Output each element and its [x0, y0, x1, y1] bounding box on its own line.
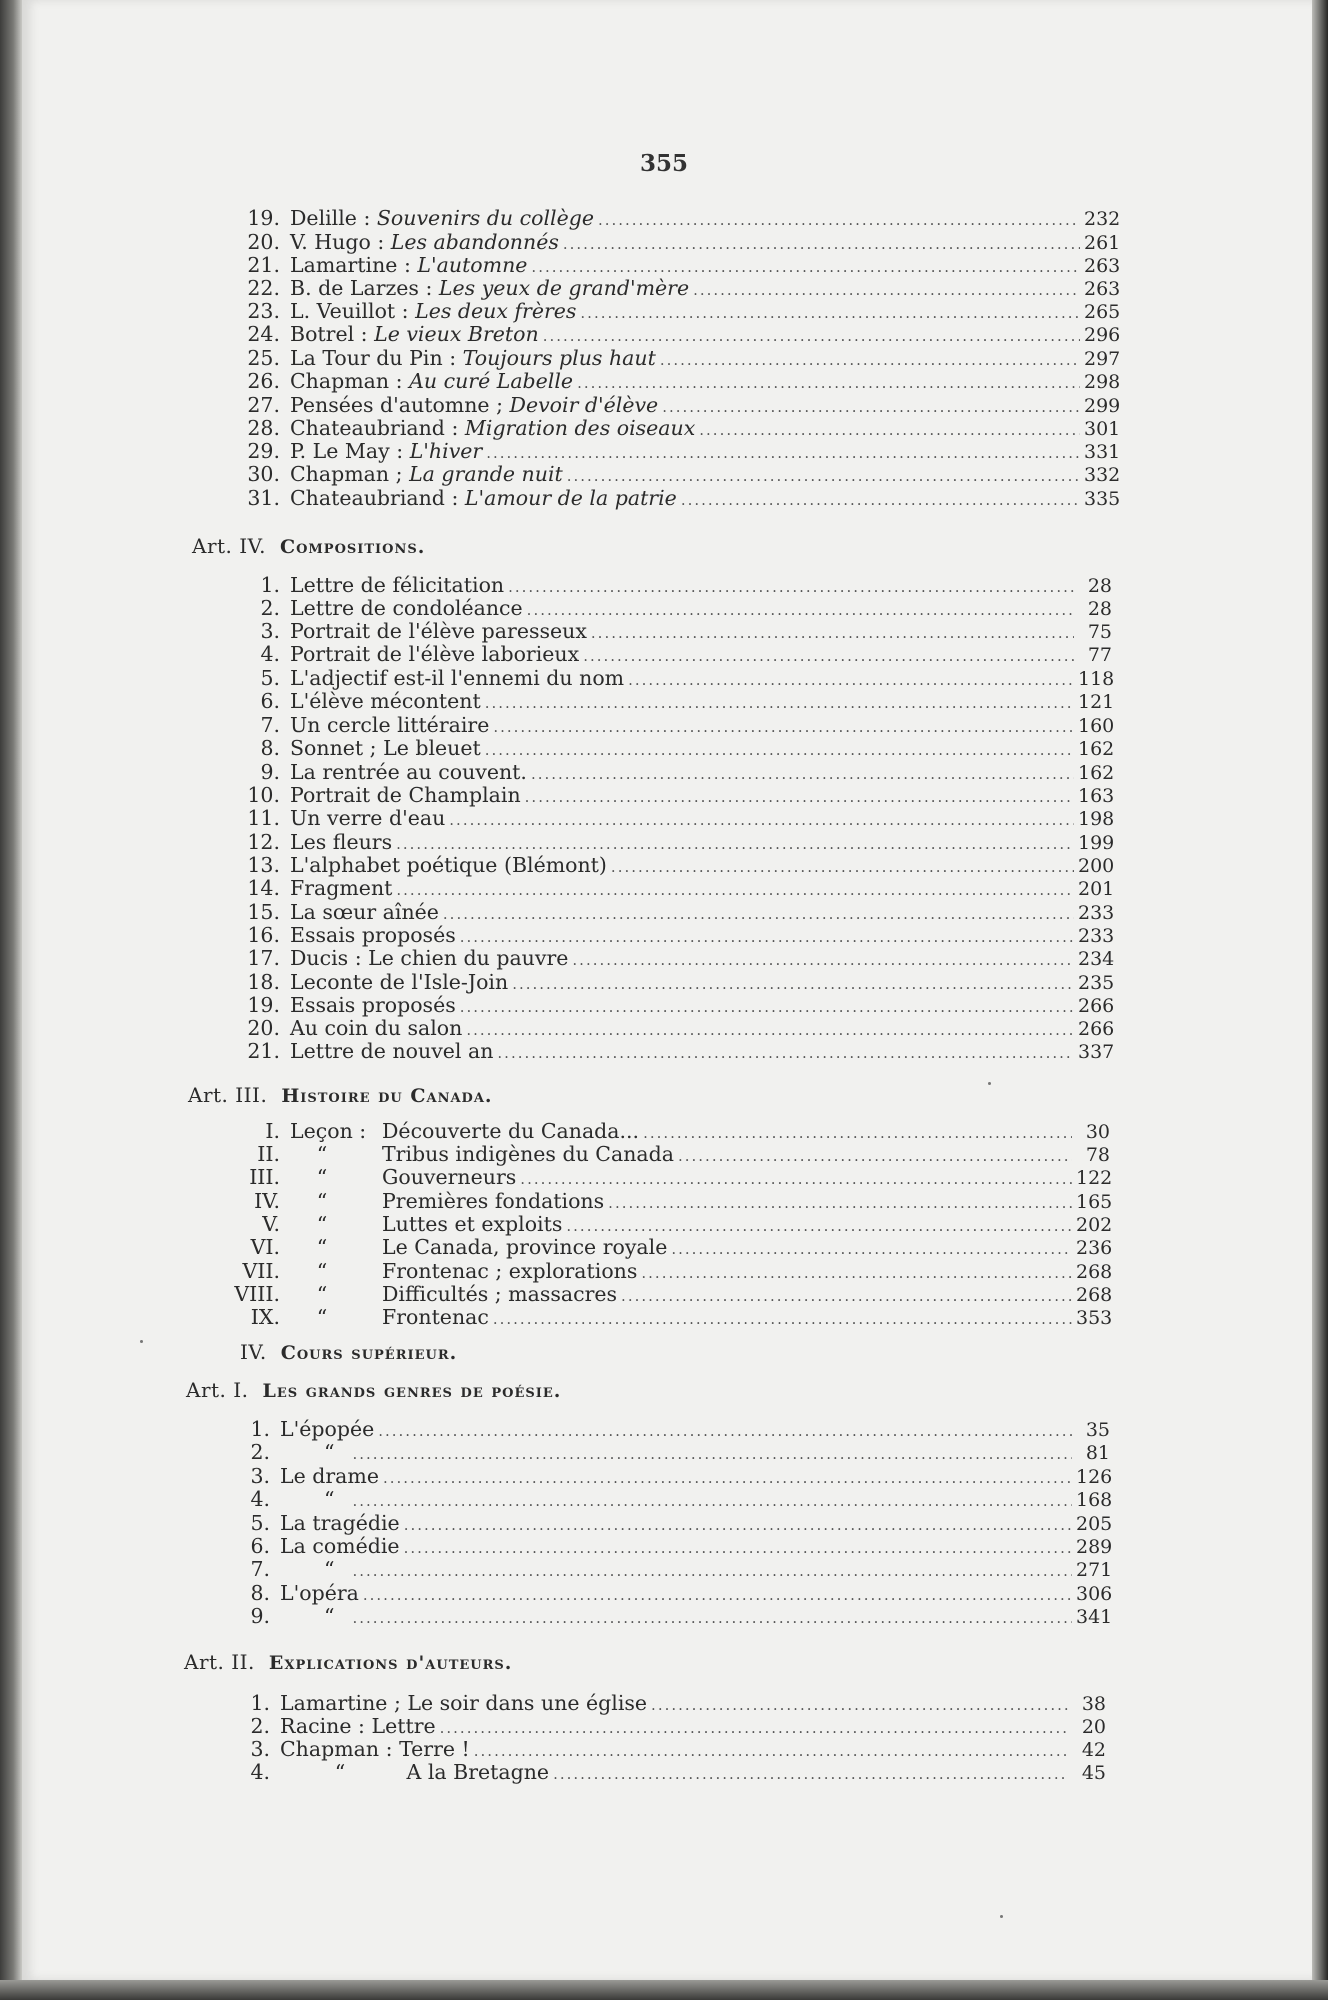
- entry-page: 118: [1078, 668, 1115, 690]
- entry-author: Chapman :: [280, 1737, 393, 1761]
- entry-page: 205: [1076, 1513, 1113, 1535]
- section-heading-compositions: [192, 534, 425, 558]
- entry-title: A la Bretagne: [406, 1760, 550, 1784]
- scan-right-edge: [1312, 0, 1328, 2000]
- entry-title: La sœur aînée: [290, 900, 439, 924]
- toc-entry: [220, 462, 1121, 488]
- entry-title: Souvenirs du collège: [376, 206, 594, 230]
- ditto-mark: “: [316, 1235, 328, 1259]
- dot-leader: [449, 808, 1074, 832]
- entry-page: 168: [1076, 1489, 1113, 1511]
- entry-number: 2.: [250, 1440, 270, 1464]
- entry-title: Tribus indigènes du Canada: [382, 1142, 674, 1166]
- entry-number: VII.: [242, 1259, 280, 1283]
- entry-title: L'alphabet poétique (Blémont): [290, 853, 607, 877]
- entry-number: IV.: [254, 1189, 280, 1213]
- entry-page: 28: [1087, 598, 1112, 620]
- entry-number: 19.: [247, 206, 280, 230]
- entry-page: 306: [1076, 1583, 1113, 1605]
- entry-number: 25.: [247, 346, 280, 370]
- dot-leader: [352, 1606, 1072, 1630]
- entry-title: “: [324, 1604, 335, 1628]
- entry-number: VI.: [250, 1235, 280, 1259]
- entry-title: Frontenac ; explorations: [382, 1259, 638, 1283]
- dot-leader: [671, 1237, 1072, 1261]
- entry-title: Portrait de l'élève laborieux: [290, 642, 580, 666]
- section-heading-histoire: [188, 1083, 493, 1107]
- entry-page: 201: [1078, 878, 1115, 900]
- dot-leader: [493, 1307, 1072, 1331]
- entry-page: 265: [1084, 301, 1121, 323]
- entry-author: Chapman :: [290, 369, 403, 393]
- entry-title: Les yeux de grand'mère: [438, 276, 690, 300]
- entry-number: 27.: [247, 393, 280, 417]
- entry-title: L'amour de la patrie: [464, 486, 677, 510]
- entry-page: 38: [1081, 1693, 1106, 1715]
- course-number: IV.: [240, 1340, 267, 1364]
- toc-entry: [200, 1604, 1113, 1630]
- entry-page: 235: [1078, 972, 1115, 994]
- entry-page: 233: [1078, 902, 1115, 924]
- dot-leader: [681, 488, 1080, 512]
- entry-author: P. Le May :: [290, 439, 404, 463]
- section-heading-poesie-title: Les grands genres de poésie.: [262, 1380, 562, 1402]
- entry-page: 121: [1078, 691, 1115, 713]
- entry-title: Lettre de nouvel an: [290, 1039, 494, 1063]
- entry-number: 9.: [260, 760, 280, 784]
- section-heading-histoire-title: Histoire du Canada.: [281, 1085, 493, 1107]
- entry-title: Terre !: [399, 1737, 470, 1761]
- entry-number: 15.: [247, 900, 280, 924]
- scan-bottom-edge: [0, 1980, 1328, 2000]
- toc-entry: [220, 322, 1121, 348]
- entry-number: 8.: [250, 1581, 270, 1605]
- entry-title: Toujours plus haut: [462, 346, 656, 370]
- toc-entry: [200, 1557, 1113, 1583]
- entry-page: 236: [1076, 1237, 1113, 1259]
- entry-title: La tragédie: [280, 1511, 400, 1535]
- entry-page: 77: [1087, 644, 1112, 666]
- entry-title: Portrait de Champlain: [290, 783, 521, 807]
- entry-number: 6.: [260, 689, 280, 713]
- entry-number: 26.: [247, 369, 280, 393]
- dot-leader: [567, 464, 1080, 488]
- section-heading-poesie: [186, 1378, 561, 1402]
- entry-number: 3.: [250, 1464, 270, 1488]
- entry-number: 31.: [247, 486, 280, 510]
- section-heading-explications: [184, 1650, 512, 1674]
- entry-page: 35: [1085, 1419, 1110, 1441]
- entry-title: Portrait de l'élève paresseux: [290, 619, 587, 643]
- entry-author: B. de Larzes :: [290, 276, 433, 300]
- entry-page: 78: [1085, 1144, 1110, 1166]
- section-heading-histoire-number: Art. III.: [188, 1083, 268, 1107]
- ditto-mark: “: [316, 1282, 328, 1306]
- toc-entry: [200, 1440, 1110, 1466]
- entry-author: Chapman ;: [290, 462, 403, 486]
- ditto-mark: “: [316, 1305, 328, 1329]
- entry-page: 30: [1085, 1121, 1110, 1143]
- dot-leader: [572, 948, 1074, 972]
- entry-page: 268: [1076, 1261, 1113, 1283]
- entry-title: L'élève mécontent: [290, 689, 481, 713]
- entry-number: 18.: [247, 970, 280, 994]
- entry-page: 75: [1087, 621, 1112, 643]
- toc-entry: [200, 1487, 1113, 1513]
- entry-number: 19.: [247, 993, 280, 1017]
- entry-title: Difficultés ; massacres: [382, 1282, 618, 1306]
- entry-page: 296: [1084, 324, 1121, 346]
- entry-number: III.: [249, 1165, 280, 1189]
- scan-speck: [988, 1082, 991, 1085]
- toc-entry: [220, 806, 1115, 832]
- entry-number: 5.: [250, 1511, 270, 1535]
- entry-page: 271: [1076, 1559, 1113, 1581]
- entry-title: Frontenac: [382, 1305, 489, 1329]
- section-heading-compositions-number: Art. IV.: [192, 534, 266, 558]
- dot-leader: [352, 1489, 1072, 1513]
- entry-page: 162: [1078, 762, 1115, 784]
- dot-leader: [520, 1167, 1072, 1191]
- entry-number: 20.: [247, 1016, 280, 1040]
- entry-number: 4.: [250, 1760, 270, 1784]
- entry-number: I.: [265, 1119, 280, 1143]
- entry-page: 28: [1087, 575, 1112, 597]
- entry-page: 332: [1084, 464, 1121, 486]
- entry-number: 4.: [260, 642, 280, 666]
- dot-leader: [396, 878, 1074, 902]
- dot-leader: [553, 1762, 1068, 1786]
- entry-title: Un cercle littéraire: [290, 713, 490, 737]
- entry-number: 13.: [247, 853, 280, 877]
- entry-author: Pensées d'automne ;: [290, 393, 503, 417]
- ditto-mark: “: [316, 1189, 328, 1213]
- entry-page: 261: [1084, 232, 1121, 254]
- entry-number: 12.: [247, 830, 280, 854]
- entry-author: L. Veuillot :: [290, 299, 409, 323]
- entry-page: 165: [1076, 1191, 1113, 1213]
- entry-title: Lettre: [371, 1714, 436, 1738]
- dot-leader: [352, 1442, 1072, 1466]
- entry-title: Lettre de condoléance: [290, 596, 523, 620]
- entry-number: 8.: [260, 736, 280, 760]
- entry-title: Le soir dans une église: [407, 1691, 648, 1715]
- section-heading-explications-title: Explications d'auteurs.: [268, 1652, 513, 1674]
- entry-title: Devoir d'élève: [509, 393, 659, 417]
- entry-page: 289: [1076, 1536, 1113, 1558]
- entry-title: Leconte de l'Isle-Join: [290, 970, 509, 994]
- toc-entry: [200, 1235, 1113, 1261]
- entry-page: 297: [1084, 348, 1121, 370]
- entry-title: Gouverneurs: [382, 1165, 517, 1189]
- entry-title: La rentrée au couvent.: [290, 760, 527, 784]
- entry-page: 162: [1078, 738, 1115, 760]
- entry-page: 232: [1084, 208, 1121, 230]
- entry-number: 9.: [250, 1604, 270, 1628]
- entry-number: 6.: [250, 1534, 270, 1558]
- entry-page: 20: [1081, 1716, 1106, 1738]
- page-number: 355: [639, 150, 688, 177]
- entry-page: 45: [1081, 1762, 1106, 1784]
- entry-title: Le drame: [280, 1464, 379, 1488]
- entry-page: 341: [1076, 1606, 1113, 1628]
- entry-page: 266: [1078, 1018, 1115, 1040]
- entry-title: “: [324, 1557, 335, 1581]
- course-title: Cours supérieur.: [280, 1342, 458, 1364]
- toc-entry: [220, 206, 1121, 232]
- dot-leader: [485, 691, 1074, 715]
- entry-title: L'épopée: [280, 1417, 375, 1441]
- entry-number: 17.: [247, 946, 280, 970]
- entry-author: V. Hugo :: [290, 230, 385, 254]
- entry-number: 23.: [247, 299, 280, 323]
- section-heading-compositions-title: Compositions.: [279, 536, 426, 558]
- toc-entry: [200, 1760, 1106, 1786]
- entry-page: 42: [1081, 1739, 1106, 1761]
- entry-number: VIII.: [234, 1282, 280, 1306]
- entry-page: 126: [1076, 1466, 1113, 1488]
- entry-title: L'adjectif est-il l'ennemi du nom: [290, 666, 625, 690]
- entry-page: 299: [1084, 395, 1121, 417]
- entry-page: 81: [1085, 1442, 1110, 1464]
- entry-page: 199: [1078, 832, 1115, 854]
- entry-number: IX.: [250, 1305, 280, 1329]
- entry-title: L'opéra: [280, 1581, 359, 1605]
- entry-number: 29.: [247, 439, 280, 463]
- entry-page: 163: [1078, 785, 1115, 807]
- scan-speck: [140, 1340, 143, 1343]
- entry-title: Les abandonnés: [390, 230, 559, 254]
- entry-number: 2.: [260, 596, 280, 620]
- entry-page: 298: [1084, 371, 1121, 393]
- entry-number: 1.: [250, 1691, 270, 1715]
- entry-title: La comédie: [280, 1534, 400, 1558]
- entry-page: 233: [1078, 925, 1115, 947]
- course-heading: [240, 1340, 457, 1364]
- entry-author: Delille :: [290, 206, 371, 230]
- entry-title: Au curé Labelle: [409, 369, 574, 393]
- entry-title: Le vieux Breton: [374, 322, 539, 346]
- entry-number: 20.: [247, 230, 280, 254]
- entry-title: Lettre de félicitation: [290, 573, 505, 597]
- entry-number: 21.: [247, 1039, 280, 1063]
- entry-author: Lamartine ;: [280, 1691, 401, 1715]
- entry-number: 14.: [247, 876, 280, 900]
- dot-leader: [497, 1041, 1074, 1065]
- entry-number: 21.: [247, 253, 280, 277]
- entry-page: 200: [1078, 855, 1115, 877]
- entry-page: 301: [1084, 418, 1121, 440]
- entry-author: Chateaubriand :: [290, 486, 459, 510]
- entry-number: 3.: [260, 619, 280, 643]
- toc-entry: [200, 1305, 1113, 1331]
- entry-author: Racine :: [280, 1714, 365, 1738]
- entry-title: Essais proposés: [290, 923, 456, 947]
- entry-title: Les fleurs: [290, 830, 393, 854]
- toc-entry: [220, 876, 1115, 902]
- entry-title: Sonnet ; Le bleuet: [290, 736, 481, 760]
- toc-entry: [220, 946, 1115, 972]
- entry-title: Découverte du Canada...: [382, 1119, 640, 1143]
- entry-page: 263: [1084, 278, 1121, 300]
- entry-title: Essais proposés: [290, 993, 456, 1017]
- entry-number: 22.: [247, 276, 280, 300]
- entry-title: Premières fondations: [382, 1189, 605, 1213]
- ditto-mark: “: [316, 1165, 328, 1189]
- lecon-label: Leçon :: [290, 1119, 367, 1143]
- entry-page: 202: [1076, 1214, 1113, 1236]
- entry-title: Le Canada, province royale: [382, 1235, 668, 1259]
- entry-author: Botrel :: [290, 322, 368, 346]
- toc-entry: [220, 689, 1115, 715]
- entry-page: 335: [1084, 488, 1121, 510]
- entry-title: L'hiver: [409, 439, 483, 463]
- entry-page: 337: [1078, 1041, 1115, 1063]
- toc-entry: [220, 1039, 1115, 1065]
- dot-leader: [543, 324, 1080, 348]
- entry-author: La Tour du Pin :: [290, 346, 457, 370]
- ditto-mark: “: [316, 1212, 328, 1236]
- entry-title: “: [324, 1487, 335, 1511]
- entry-title: La grande nuit: [409, 462, 563, 486]
- entry-number: 3.: [250, 1737, 270, 1761]
- entry-page: 234: [1078, 948, 1115, 970]
- ditto-mark: “: [316, 1259, 328, 1283]
- entry-number: 16.: [247, 923, 280, 947]
- section-heading-explications-number: Art. II.: [184, 1650, 255, 1674]
- entry-number: 28.: [247, 416, 280, 440]
- entry-title: Les deux frères: [415, 299, 577, 323]
- entry-page: 160: [1078, 715, 1115, 737]
- entry-number: 10.: [247, 783, 280, 807]
- entry-author: Lamartine :: [290, 253, 411, 277]
- ditto-mark: “: [316, 1142, 328, 1166]
- toc-entry: [200, 1165, 1113, 1191]
- entry-title: Fragment: [290, 876, 393, 900]
- section-heading-poesie-number: Art. I.: [186, 1378, 249, 1402]
- entry-title: Un verre d'eau: [290, 806, 446, 830]
- entry-title: “: [324, 1440, 335, 1464]
- entry-page: 268: [1076, 1284, 1113, 1306]
- entry-page: 122: [1076, 1167, 1113, 1189]
- toc-entry: [220, 642, 1112, 668]
- entry-number: 24.: [247, 322, 280, 346]
- entry-number: V.: [262, 1212, 280, 1236]
- entry-number: 1.: [250, 1417, 270, 1441]
- entry-page: 198: [1078, 808, 1115, 830]
- entry-title: Migration des oiseaux: [464, 416, 696, 440]
- scan-left-edge: [0, 0, 22, 2000]
- dot-leader: [577, 371, 1080, 395]
- entry-number: 30.: [247, 462, 280, 486]
- entry-number: 4.: [250, 1487, 270, 1511]
- entry-author: Chateaubriand :: [290, 416, 459, 440]
- entry-title: Ducis : Le chien du pauvre: [290, 946, 569, 970]
- entry-number: 7.: [250, 1557, 270, 1581]
- entry-page: 331: [1084, 441, 1121, 463]
- entry-title: Luttes et exploits: [382, 1212, 563, 1236]
- entry-title: L'automne: [417, 253, 528, 277]
- dot-leader: [485, 738, 1074, 762]
- dot-leader: [598, 208, 1080, 232]
- entry-title: Au coin du salon: [290, 1016, 463, 1040]
- entry-page: 353: [1076, 1307, 1113, 1329]
- entry-number: 7.: [260, 713, 280, 737]
- toc-entry: [220, 486, 1121, 512]
- entry-number: 5.: [260, 666, 280, 690]
- toc-entry: [220, 369, 1121, 395]
- entry-number: II.: [257, 1142, 280, 1166]
- dot-leader: [583, 644, 1074, 668]
- entry-number: 2.: [250, 1714, 270, 1738]
- entry-page: 263: [1084, 255, 1121, 277]
- entry-page: 266: [1078, 995, 1115, 1017]
- entry-number: 1.: [260, 573, 280, 597]
- entry-author: “: [334, 1760, 346, 1784]
- toc-entry: [220, 736, 1115, 762]
- dot-leader: [352, 1559, 1072, 1583]
- entry-number: 11.: [247, 806, 280, 830]
- scan-speck: [1000, 1915, 1003, 1918]
